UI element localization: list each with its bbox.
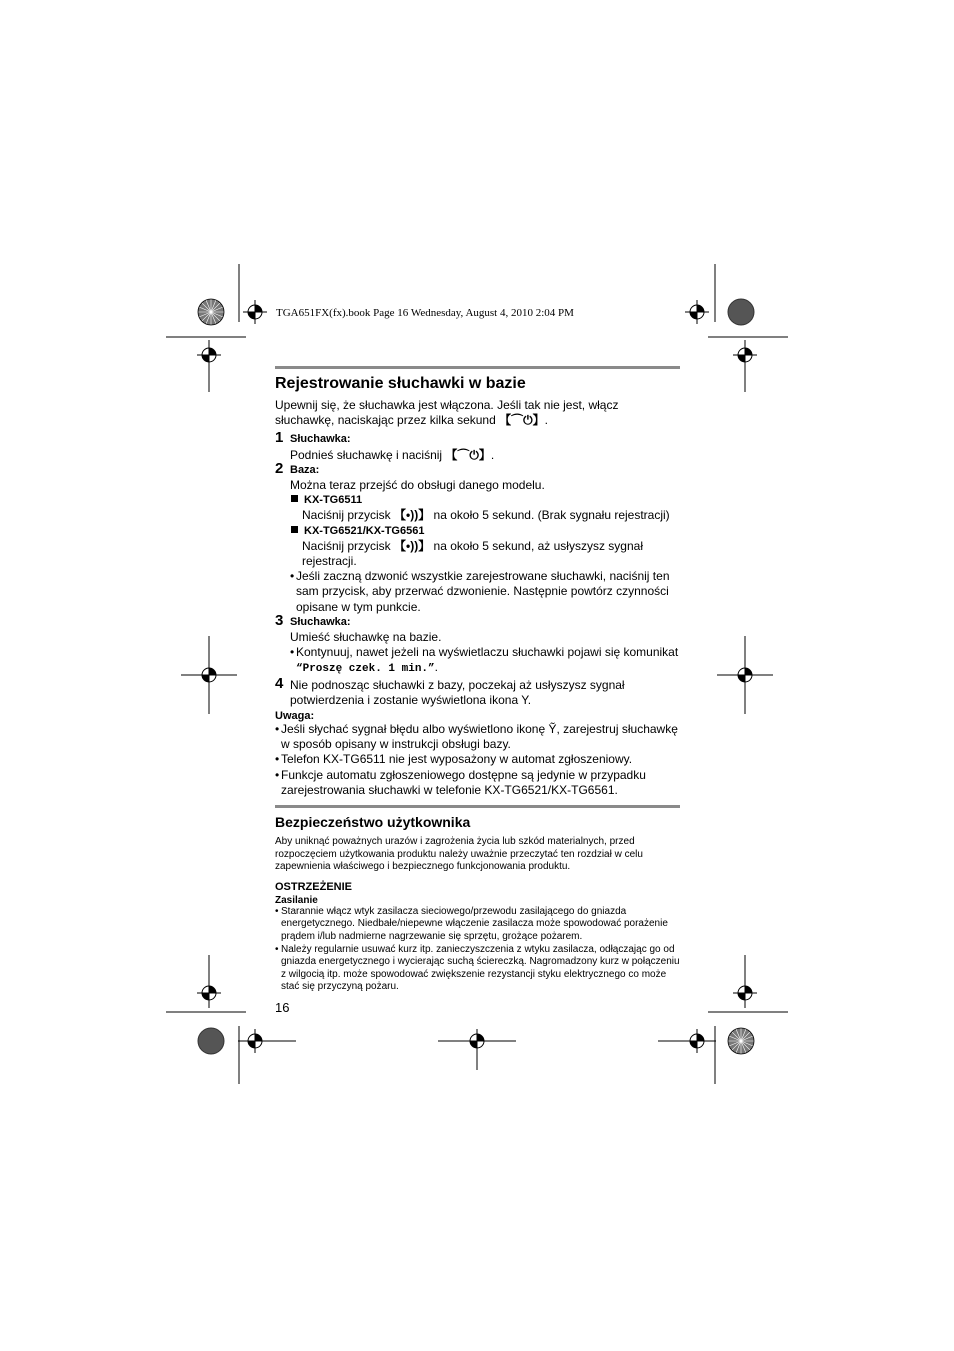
notes <box>275 722 680 798</box>
step-4: 4 Nie podnosząc słuchawki z bazy, poczekaj aż usłyszysz sygnał potwierdzenia i zostanie wyświetlona ikona Y. <box>275 674 625 707</box>
locator-key: 【•))】 <box>394 508 431 523</box>
safety-list <box>275 906 680 994</box>
safety-intro: Aby uniknąć poważnych urazów i zagrożenia życia lub szkód materialnych, przed rozpoczęciem użytkowania produktu należy uważnie przeczytać ten rozdział w celu zapewnienia właściwego i bezpiecznego funkcjonowania produktu. <box>275 836 643 873</box>
intro-paragraph: Upewnij się, że słuchawka jest włączona. Jeśli tak nie jest, włącz słuchawkę, naciskając przez kilka sekund 【⌒⏻】. <box>275 398 619 428</box>
display-message: “Proszę czek. 1 min.” <box>296 663 435 676</box>
model-heading: KX-TG6511 <box>290 493 680 508</box>
section-title: Bezpieczeństwo użytkownika <box>275 814 471 831</box>
power-key: 【⌒⏻】 <box>499 413 545 428</box>
model-heading: KX-TG6521/KX-TG6561 <box>290 524 680 539</box>
antenna-icon: Y <box>521 692 528 707</box>
locator-key: 【•))】 <box>394 538 431 553</box>
list-item: • Należy regularnie usuwać kurz itp. zanieczyszczenia z wtyku zasilacza, odłączając go od gniazda energetycznego i wycierając suchą ściereczką. Nagromadzony kurz w połączeniu z wilgocią itp. może spowodować zwiększenie rezystancji styku elektrycznego co może stać się przyczyną pożaru. <box>275 944 680 994</box>
note-label: Uwaga: <box>275 710 315 723</box>
power-key: 【⌒⏻】 <box>445 447 491 462</box>
list-item: • Kontynuuj, nawet jeżeli na wyświetlaczu słuchawki pojawi się komunikat “Proszę czek. 1 min.”. <box>290 645 680 677</box>
list-item: • Starannie włącz wtyk zasilacza sieciowego/przewodu zasilającego do gniazda energetycznego. Niedbałe/niepewne włączenie zasilacza może spowodować porażenie prądem i/lub nadmierne nagrzewanie się sprzętu, grożące pożarem. <box>275 906 680 944</box>
print-header: TGA651FX(fx).book Page 16 Wednesday, August 4, 2010 2:04 PM <box>276 307 574 319</box>
section-title: Rejestrowanie słuchawki w bazie <box>275 375 526 392</box>
list-item: • Jeśli zaczną dzwonić wszystkie zarejestrowane słuchawki, naciśnij ten sam przycisk, aby przerwać dzwonienie. Następnie powtórz czynności opisane w tym punkcie. <box>290 569 680 615</box>
page-number: 16 <box>275 1000 290 1016</box>
step-3: 3 Słuchawka: Umieść słuchawkę na bazie. • Kontynuuj, nawet jeżeli na wyświetlaczu słuchawki pojawi się komunikat “Proszę czek. 1 min.”. <box>275 615 680 678</box>
list-item: • Funkcje automatu zgłoszeniowego dostępne są jedynie w przypadku zarejestrowania słuchawki w telefonie KX-TG6521/KX-TG6561. <box>275 768 680 798</box>
page-content <box>275 366 680 1015</box>
list-item: • Telefon KX-TG6511 nie jest wyposażony w automat zgłoszeniowy. <box>275 752 680 767</box>
warning-heading: OSTRZEŻENIE <box>275 880 353 893</box>
section-rule <box>275 805 680 808</box>
list-item: • Jeśli słychać sygnał błędu albo wyświetlono ikonę Ỹ, zarejestruj słuchawkę w sposób opisany w instrukcji obsługi bazy. <box>275 722 680 752</box>
antenna-blink-icon: Ỹ <box>548 722 557 737</box>
subheading: Zasilanie <box>275 894 318 906</box>
step-1: 1 Słuchawka: Podnieś słuchawkę i naciśnij 【⌒⏻】. <box>275 429 495 462</box>
step-2: 2 Baza: Można teraz przejść do obsługi danego modelu. KX-TG6511 Naciśnij przycisk 【•))】 na około 5 sekund. (Brak sygnału rejestracji) KX-TG6521/KX-TG6561 Naciśnij przycisk 【•))】 na około 5 sekund, aż usłyszysz sygnał rejestracji. • Jeśli zaczną dzwonić wszystkie zarejestrowane słuchawki, naciśnij ten sam przycisk, aby przerwać dzwonienie. Następnie powtórz czynności opisane w tym punkcie. <box>275 463 680 615</box>
section-rule <box>275 366 680 369</box>
